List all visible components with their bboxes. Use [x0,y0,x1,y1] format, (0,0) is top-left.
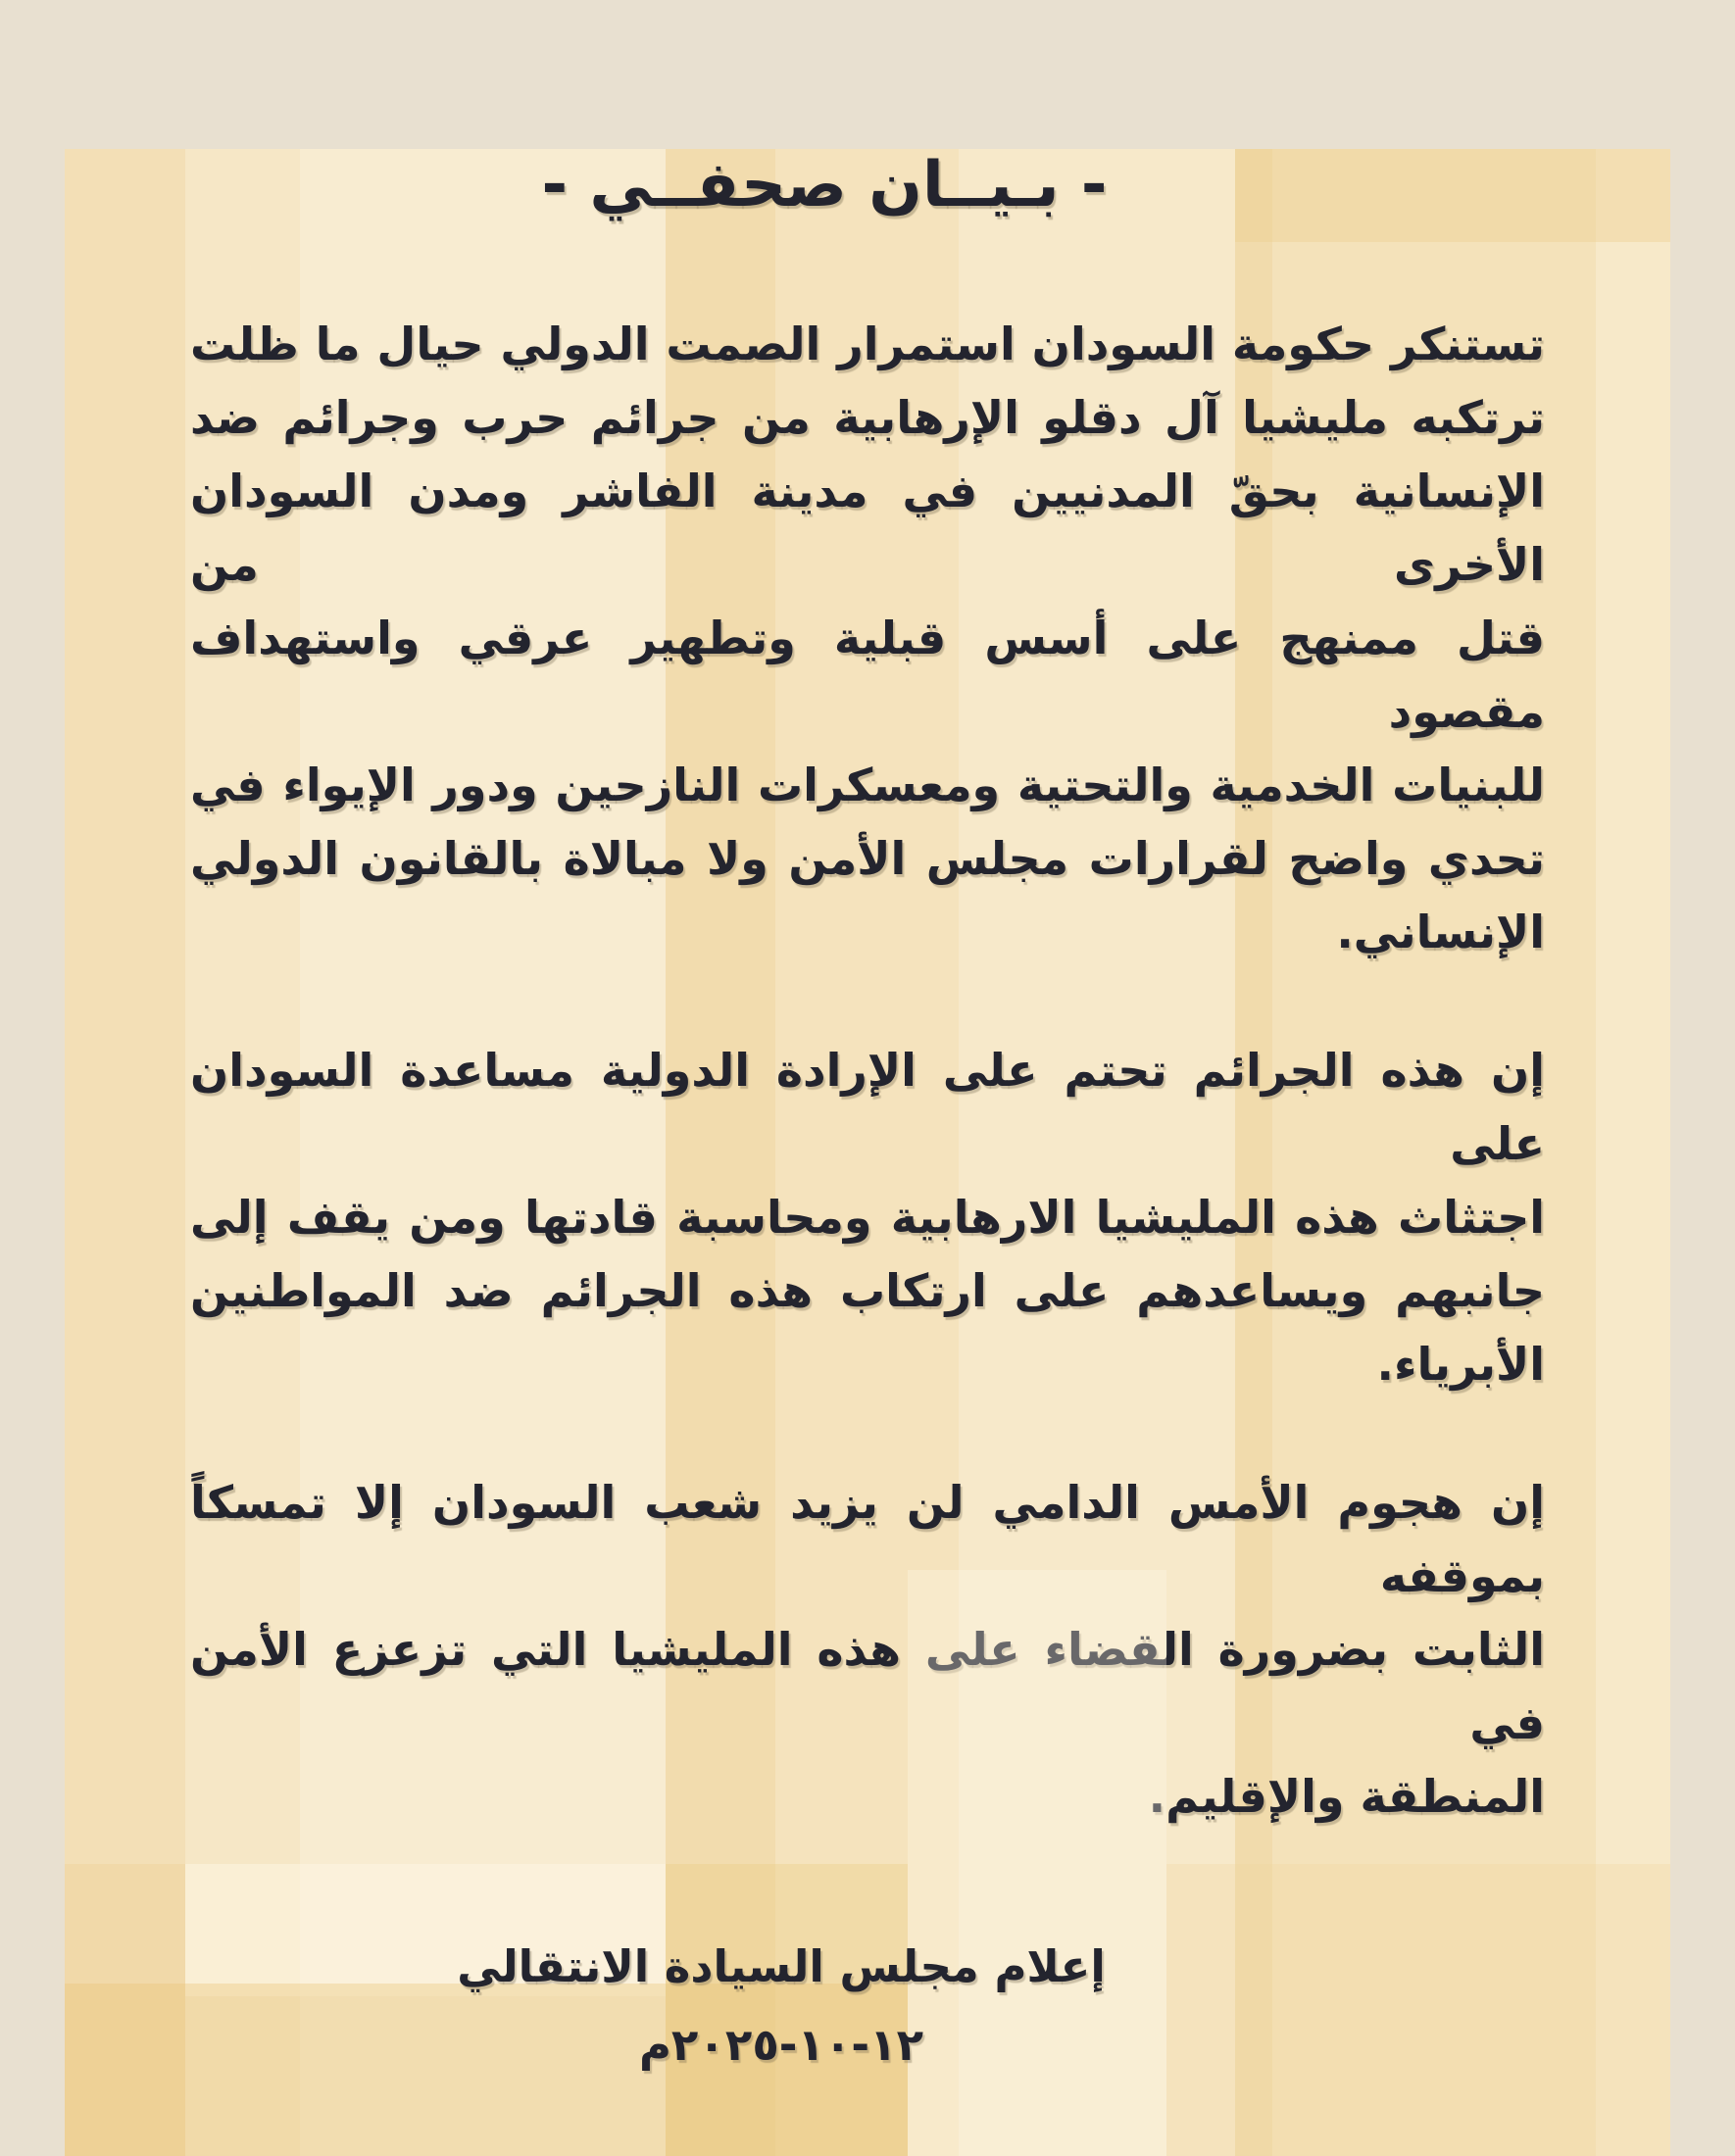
text-line: للبنيات الخدمية والتحتية ومعسكرات النازحين ودور الإيواء في [190,759,1545,811]
paragraph-1 [190,308,1545,969]
text-line: إن هذه الجرائم تحتم على الإرادة الدولية مساعدة السودان على [190,1044,1545,1170]
text-line: جانبهم ويساعدهم على ارتكاب هذه الجرائم ضد المواطنين [190,1264,1545,1317]
paragraph-3 [190,1466,1545,1834]
statement-footer [0,1928,1584,2084]
text-line: الأبرياء. [1376,1338,1545,1391]
text-line: تستنكر حكومة السودان استمرار الصمت الدولي حيال ما ظلت [190,318,1545,370]
page-title: - بـيــان صحفــي - [541,149,1108,221]
text-line: ترتكبه مليشيا آل دقلو الإرهابية من جرائم حرب وجرائم ضد [190,391,1545,444]
press-statement-page [65,149,1670,2156]
text-line: تحدي واضح لقرارات مجلس الأمن ولا مبالاة بالقانون الدولي [190,832,1545,885]
text-line: الثابت بضرورة القضاء على هذه المليشيا التي تزعزع الأمن في [190,1623,1545,1749]
issuer-line: إعلام مجلس السيادة الانتقالي [457,1940,1106,1992]
statement-body [65,308,1670,1834]
paragraph-2 [190,1034,1545,1401]
text-line: قتل ممنهج على أسس قبلية وتطهير عرقي واستهداف مقصود [190,612,1545,738]
text-line: الإنسانية بحقّ المدنيين في مدينة الفاشر ومدن السودان الأخرى من [190,465,1545,591]
text-line: الإنساني. [1336,906,1545,958]
text-line: إن هجوم الأمس الدامي لن يزيد شعب السودان إلا تمسكاً بموقفه [190,1476,1545,1602]
text-line: اجتثاث هذه المليشيا الارهابية ومحاسبة قادتها ومن يقف إلى [190,1191,1545,1244]
text-line: المنطقة والإقليم. [1148,1770,1545,1823]
date-line: ١٢-١٠-٢٠٢٥م [638,2019,924,2071]
